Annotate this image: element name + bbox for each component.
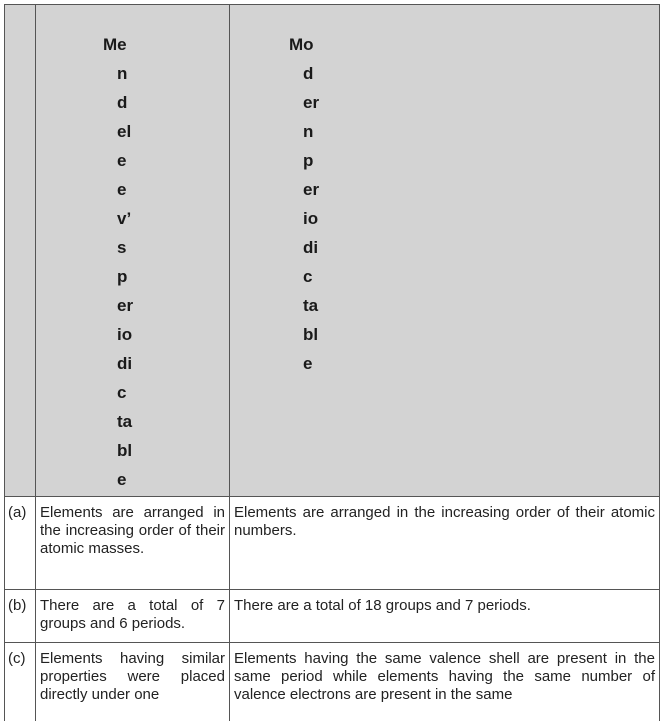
- header-letter: bl: [117, 441, 133, 460]
- header-letter: e: [117, 151, 127, 170]
- row-label: (b): [5, 590, 36, 643]
- header-letter: s: [117, 238, 127, 257]
- header-letter: v’: [117, 209, 132, 228]
- header-letter: c: [117, 383, 127, 402]
- table-row: [5, 643, 660, 721]
- header-letter: er: [117, 296, 134, 315]
- header-letter: d: [303, 64, 314, 83]
- header-blank-cell: [5, 5, 36, 497]
- table-row: [5, 590, 660, 643]
- header-letter: io: [117, 325, 133, 344]
- modern-cell: Elements having the same valence shell are present in the same period while elements having the same number of valence electrons are present in the same: [230, 643, 660, 721]
- header-row: [5, 5, 660, 497]
- header-letter: e: [117, 180, 127, 199]
- header-modern-cell: [230, 5, 660, 497]
- modern-cell: There are a total of 18 groups and 7 periods.: [230, 590, 660, 643]
- header-letter: er: [303, 93, 320, 112]
- header-letter: p: [303, 151, 314, 170]
- comparison-table: [4, 4, 660, 721]
- mendeleev-cell: There are a total of 7 groups and 6 periods.: [36, 590, 230, 643]
- header-letter: d: [117, 93, 128, 112]
- header-mendeleev-title: [36, 5, 229, 494]
- header-letter: bl: [303, 325, 319, 344]
- header-letter: p: [117, 267, 128, 286]
- header-letter: ta: [117, 412, 133, 431]
- header-letter: di: [117, 354, 133, 373]
- header-mendeleev-cell: [36, 5, 230, 497]
- mendeleev-cell: Elements having similar properties were placed directly under one: [36, 643, 230, 721]
- header-letter: el: [117, 122, 132, 141]
- header-letter: n: [303, 122, 314, 141]
- header-letter: Me: [103, 35, 127, 54]
- header-letter: er: [303, 180, 320, 199]
- header-letter: e: [303, 354, 313, 373]
- header-letter: io: [303, 209, 319, 228]
- header-letter: ta: [303, 296, 319, 315]
- header-letter: c: [303, 267, 313, 286]
- header-letter: n: [117, 64, 128, 83]
- header-letter: di: [303, 238, 319, 257]
- modern-cell: Elements are arranged in the increasing order of their atomic numbers.: [230, 497, 660, 590]
- row-label: (c): [5, 643, 36, 721]
- table-row: [5, 497, 660, 590]
- mendeleev-cell: Elements are arranged in the increasing order of their atomic masses.: [36, 497, 230, 590]
- header-modern-title: [230, 5, 659, 378]
- row-label: (a): [5, 497, 36, 590]
- header-letter: Mo: [289, 35, 314, 54]
- header-letter: e: [117, 470, 127, 489]
